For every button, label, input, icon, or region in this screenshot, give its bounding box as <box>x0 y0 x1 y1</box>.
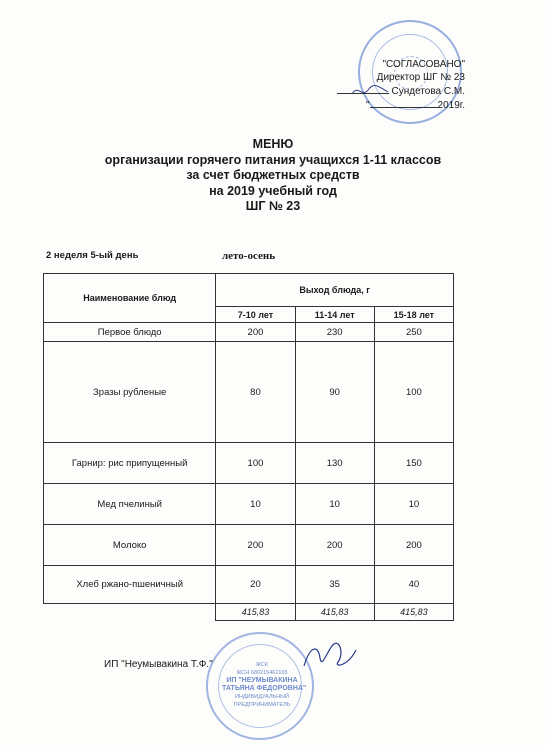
dish-value: 200 <box>374 525 453 566</box>
entrepreneur-stamp-text <box>222 661 307 709</box>
dish-value: 130 <box>295 443 374 484</box>
entrepreneur-signature <box>300 636 360 676</box>
menu-table <box>43 273 454 621</box>
dish-value: 200 <box>216 525 295 566</box>
season-label: лето-осень <box>222 250 276 262</box>
dish-value: 20 <box>216 566 295 604</box>
dish-value: 80 <box>216 342 295 443</box>
table-total-row <box>44 604 454 621</box>
dish-value: 100 <box>216 443 295 484</box>
dish-value: 10 <box>216 484 295 525</box>
stamp-text-line: ИНДИВИДУАЛЬНЫЙ <box>235 694 289 700</box>
dish-value: 10 <box>374 484 453 525</box>
signature-blank <box>337 84 389 94</box>
ip-label: ИП "Неумывакина Т.Ф." <box>104 659 213 670</box>
stamp-text-line: ПРЕДПРИНИМАТЕЛЬ <box>233 702 291 708</box>
date-blank <box>370 98 438 108</box>
total-value: 415,83 <box>374 604 453 621</box>
approval-block <box>330 58 465 112</box>
week-day-label: 2 неделя 5-ый день <box>46 250 139 261</box>
stamp-text-line: ИП "НЕУМЫВАКИНА <box>226 677 298 684</box>
dish-value: 200 <box>295 525 374 566</box>
total-value: 415,83 <box>216 604 295 621</box>
total-value: 415,83 <box>295 604 374 621</box>
dish-value: 250 <box>374 323 453 342</box>
dish-value: 40 <box>374 566 453 604</box>
dish-name: Молоко <box>44 525 216 566</box>
approval-name: Сундетова С.М. <box>391 86 465 97</box>
stamp-text-line: ЖСН 680215462165 <box>236 670 288 676</box>
stamp-text-line: ТАТЬЯНА ФЕДОРОВНА" <box>222 685 307 692</box>
title-line-4: на 2019 учебный год <box>209 183 337 198</box>
dish-value: 100 <box>374 342 453 443</box>
dish-value: 35 <box>295 566 374 604</box>
dish-value: 230 <box>295 323 374 342</box>
dish-value: 200 <box>216 323 295 342</box>
title-line-3: за счет бюджетных средств <box>186 168 360 182</box>
dish-name: Гарнир: рис припущенный <box>44 443 216 484</box>
dish-value: 150 <box>374 443 453 484</box>
table-header-row <box>44 274 454 307</box>
table-row <box>44 323 454 342</box>
table-row <box>44 342 454 443</box>
approval-heading: "СОГЛАСОВАНО" <box>382 59 465 70</box>
header-output: Выход блюда, г <box>216 274 454 307</box>
table-row <box>44 443 454 484</box>
total-empty-cell <box>44 604 216 621</box>
header-age-group: 15-18 лет <box>374 307 453 323</box>
document-title <box>0 137 546 215</box>
title-line-2: организации горячего питания учащихся 1-11 классов <box>104 152 442 167</box>
header-age-group: 11-14 лет <box>295 307 374 323</box>
dish-name: Хлеб ржано-пшеничный <box>44 566 216 604</box>
table-row <box>44 525 454 566</box>
title-line-1: МЕНЮ <box>252 137 294 151</box>
dish-name: Мед пчелиный <box>44 484 216 525</box>
header-dish-name: Наименование блюд <box>44 274 216 323</box>
dish-name: Зразы рубленые <box>44 342 216 443</box>
table-row <box>44 566 454 604</box>
approval-position: Директор ШГ № 23 <box>376 72 465 83</box>
stamp-text-line: ЖСК <box>255 662 269 668</box>
approval-name-line <box>330 84 465 98</box>
header-age-group: 7-10 лет <box>216 307 295 323</box>
title-line-5: ШГ № 23 <box>245 199 301 213</box>
dish-value: 90 <box>295 342 374 443</box>
dish-name: Первое блюдо <box>44 323 216 342</box>
approval-year: 2019г. <box>437 100 465 111</box>
table-row <box>44 484 454 525</box>
approval-date-line: " 2019г. <box>365 100 465 111</box>
dish-value: 10 <box>295 484 374 525</box>
